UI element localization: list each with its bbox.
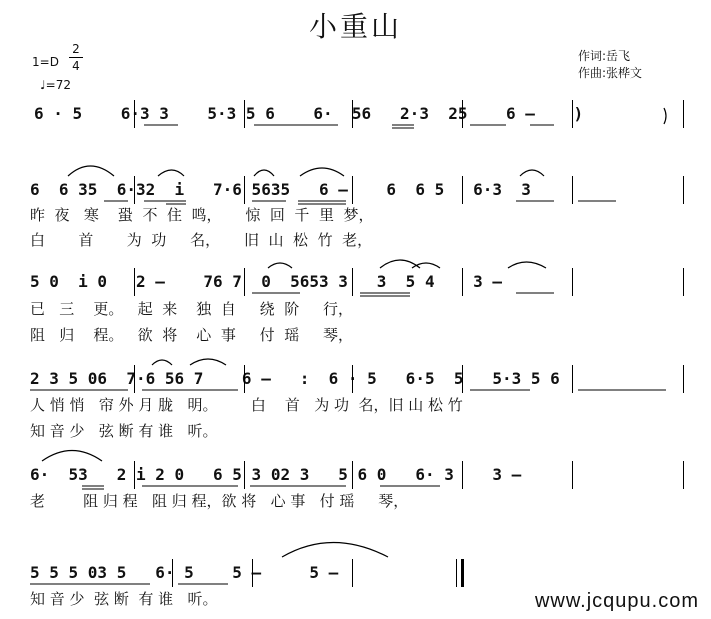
barline xyxy=(462,268,463,296)
slur xyxy=(380,260,420,268)
slur xyxy=(42,451,102,462)
lyric-row-2-verse-1: 昨 夜 寒 蛩 不 住 鸣， 惊 回 千 里 梦， xyxy=(30,206,374,224)
barline xyxy=(244,365,245,393)
barline xyxy=(352,268,353,296)
barline xyxy=(244,100,245,128)
slur xyxy=(508,262,546,268)
notation-row-2: 6 6 35 6·32 i 7·6 5635 6 – 6 6 5 6·3 3 xyxy=(30,180,531,199)
slur xyxy=(152,360,172,365)
lyric-row-3-verse-1: 已 三 更。 起 来 独 自 绕 阶 行， xyxy=(30,300,354,318)
slur xyxy=(412,263,440,268)
barline xyxy=(352,559,353,587)
barline xyxy=(134,461,135,489)
lyric-row-6-verse-1: 知 音 少 弦 断 有 谁 听。 xyxy=(30,590,218,608)
barline xyxy=(244,268,245,296)
time-signature-bottom: 4 xyxy=(72,59,80,73)
barline xyxy=(352,176,353,204)
notation-row-4: 2 3 5 06 7·6 56 7 6 – : 6 · 5 6·5 5 5·3 5 6 xyxy=(30,369,560,388)
lyric-row-5-verse-1: 老 阻 归 程 阻 归 程，欲 将 心 事 付 瑶 琴， xyxy=(30,492,409,510)
repeat-paren xyxy=(664,108,666,124)
lyric-row-4-verse-1: 人 悄 悄 帘 外 月 胧 明。 白 首 为 功 名，旧 山 松 竹 xyxy=(30,396,463,414)
barline xyxy=(172,559,173,587)
key-signature: 1=D xyxy=(32,55,59,69)
barline xyxy=(572,461,573,489)
barline xyxy=(462,461,463,489)
notation-row-3: 5 0 i 0 2 – 76 7 0 5653 3 3 5 4 3 – xyxy=(30,272,503,291)
barline xyxy=(462,100,463,128)
barline xyxy=(244,176,245,204)
barline xyxy=(134,365,135,393)
slur xyxy=(282,543,388,558)
notation-row-1: 6 · 5 6·3 3 5·3 5 6 6· 56 2·3 25 6 – ) xyxy=(34,104,584,123)
barline xyxy=(462,365,463,393)
slur xyxy=(190,359,226,365)
slur xyxy=(520,170,544,176)
composer-credit: 作曲:张桦文 xyxy=(578,66,643,80)
lyric-row-3-verse-2: 阻 归 程。 欲 将 心 事 付 瑶 琴， xyxy=(30,326,354,344)
barline xyxy=(572,268,573,296)
score-title: 小重山 xyxy=(308,10,402,43)
barline xyxy=(352,365,353,393)
notation-row-6: 5 5 5 03 5 6· 5 5 – 5 – xyxy=(30,563,339,582)
barline xyxy=(134,100,135,128)
slur xyxy=(254,170,274,176)
barline xyxy=(244,461,245,489)
barline xyxy=(134,268,135,296)
tempo-marking: ♩=72 xyxy=(40,78,71,92)
slur xyxy=(68,166,114,176)
barline xyxy=(572,176,573,204)
barline xyxy=(352,100,353,128)
watermark: www.jcqupu.com xyxy=(534,590,699,612)
barline xyxy=(462,176,463,204)
slur xyxy=(268,263,292,268)
lyricist-credit: 作词:岳飞 xyxy=(578,49,631,63)
notation-row-5: 6· 53 2 i 2 0 6 5 3 02 3 5 6 0 6· 3 3 – xyxy=(30,465,522,484)
final-barline-thick xyxy=(461,559,464,587)
barline xyxy=(252,559,253,587)
final-barline-thin xyxy=(456,559,457,587)
lyric-row-2-verse-2: 白 首 为 功 名， 旧 山 松 竹 老， xyxy=(30,231,373,249)
slur xyxy=(158,170,184,176)
barline xyxy=(134,176,135,204)
barline xyxy=(683,176,684,204)
time-signature-bar xyxy=(69,57,83,58)
barline xyxy=(352,461,353,489)
barline xyxy=(572,100,573,128)
slur xyxy=(300,168,344,176)
credits xyxy=(578,48,642,82)
time-signature-top: 2 xyxy=(72,42,80,56)
barline xyxy=(683,100,684,128)
barline xyxy=(683,461,684,489)
barline xyxy=(572,365,573,393)
lyric-row-4-verse-2: 知 音 少 弦 断 有 谁 听。 xyxy=(30,422,218,440)
barline xyxy=(683,365,684,393)
barline xyxy=(683,268,684,296)
time-signature xyxy=(69,42,83,73)
